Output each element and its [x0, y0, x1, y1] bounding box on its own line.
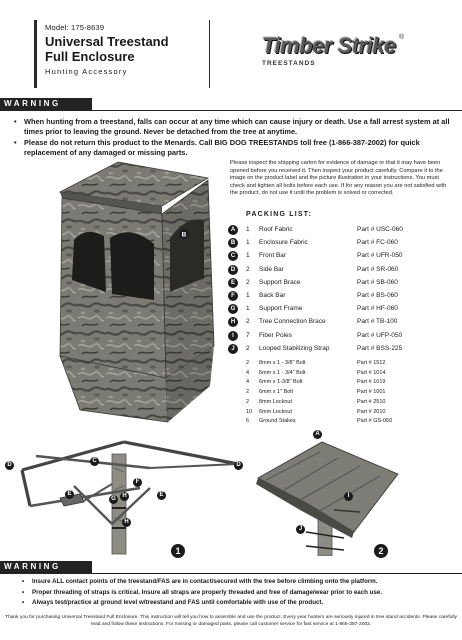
part-row	[228, 316, 458, 328]
part-qty: 1	[246, 292, 250, 299]
part-number: Part # HF-060	[357, 305, 398, 313]
hardware-part-number: Part # 2010	[357, 408, 386, 415]
part-letter-badge: G	[228, 304, 238, 314]
part-name: Support Frame	[259, 305, 303, 313]
diagram-callout: 1	[171, 544, 185, 558]
part-letter-badge: C	[228, 251, 238, 261]
part-number: Part # FC-060	[357, 239, 398, 247]
inspection-note: Please inspect the shipping carton for evidence of damage or that it may have been opened before you received it. Then inspect your product carefully. Compare it to the image on the product label and the picture illustration in your instructions. You must check and tighten all bolts before each use. If for any reason you are not satisfied with the product, do not use it until the problem is solved or corrected.	[230, 160, 447, 196]
part-number: Part # USC-060	[357, 226, 403, 233]
diagram-callout: 2	[374, 544, 388, 558]
part-name: Front Bar	[259, 252, 287, 260]
part-name: Roof Fabric	[259, 226, 293, 233]
brand-logo	[262, 33, 405, 67]
part-letter-badge: A	[228, 225, 238, 235]
part-row	[228, 264, 458, 276]
hardware-qty: 10	[246, 408, 253, 415]
part-number: Part # SR-060	[357, 265, 399, 273]
part-number: Part # BS-060	[357, 292, 398, 299]
hardware-row	[246, 407, 456, 417]
part-name: Fiber Poles	[259, 331, 292, 339]
part-letter-badge: I	[228, 331, 238, 341]
hardware-qty: 2	[246, 389, 250, 396]
part-qty: 1	[246, 252, 250, 260]
hardware-part-number: Part # 1019	[357, 379, 386, 386]
packing-list-title: PACKING LIST:	[246, 211, 313, 218]
hardware-part-number: Part # 1512	[357, 360, 386, 366]
warning-divider-top	[0, 110, 462, 111]
part-qty: 7	[246, 331, 250, 339]
part-letter-badge: B	[228, 238, 238, 248]
hardware-qty: 2	[246, 398, 250, 405]
hardware-qty: 4	[246, 379, 250, 386]
part-name: Tree Connection Brace	[259, 318, 326, 326]
part-qty: 1	[246, 305, 250, 313]
part-row	[228, 277, 458, 289]
hardware-name: 6mm x 1-3/8" Bolt	[259, 379, 303, 386]
hardware-row	[246, 416, 456, 426]
part-letter-badge: H	[228, 317, 238, 327]
part-qty: 1	[246, 226, 250, 233]
diagram-callout: H	[120, 492, 129, 501]
part-qty: 2	[246, 344, 250, 352]
hardware-name: 6mm x 1" Bolt	[259, 389, 294, 396]
title-box	[34, 20, 210, 88]
diagram-callout: E	[157, 491, 166, 500]
part-row	[228, 224, 458, 236]
hardware-qty: 4	[246, 369, 250, 376]
hardware-row	[246, 368, 456, 378]
part-number: Part # UFR-050	[357, 252, 403, 260]
part-letter-badge: F	[228, 291, 238, 301]
title-line-1: Universal Treestand	[45, 34, 169, 49]
diagram-callout: H	[122, 518, 131, 527]
diagram-callout: E	[65, 490, 74, 499]
warning-heading-bottom: WARNING	[0, 561, 92, 573]
brand-tagline: TREESTANDS	[262, 60, 316, 67]
brand-name: Timber Strike	[262, 33, 396, 58]
part-qty: 2	[246, 265, 250, 273]
hardware-row	[246, 387, 456, 397]
part-number: Part # TB-100	[357, 318, 398, 326]
hardware-part-number: Part # GS-060	[357, 418, 393, 425]
part-row	[228, 250, 458, 262]
diagram-callout: J	[296, 525, 305, 534]
hardware-qty: 2	[246, 360, 250, 366]
part-number: Part # SB-060	[357, 278, 398, 286]
diagram-callout: D	[234, 461, 243, 470]
hardware-name: 8mm x 1 - 3/8" Bolt	[259, 360, 306, 366]
warning-heading-top: WARNING	[0, 98, 92, 110]
title-line-2: Full Enclosure	[45, 49, 135, 64]
part-name: Enclosure Fabric	[259, 239, 308, 247]
part-name: Side Bar	[259, 265, 284, 273]
diagram-callout: G	[109, 495, 118, 504]
part-row	[228, 330, 458, 342]
part-letter-badge: J	[228, 344, 238, 354]
warning-item: • Proper threading of straps is critical. Insure all straps are properly threaded and free of damage/wear prior to each use.	[22, 589, 452, 598]
page-title	[45, 34, 201, 64]
part-row	[228, 237, 458, 249]
hardware-row	[246, 397, 456, 407]
hardware-name: 6mm Locknut	[259, 408, 293, 415]
part-name: Looped Stabilizing Strap	[259, 344, 330, 352]
hardware-row	[246, 377, 456, 387]
diagram-callout: F	[133, 478, 142, 487]
part-row	[228, 290, 458, 302]
hardware-qty: 6	[246, 418, 250, 425]
warning-list-bottom	[22, 578, 452, 610]
part-number: Part # BSS-225	[357, 344, 403, 352]
model-number: Model: 175-8639	[45, 23, 105, 32]
hardware-row	[246, 358, 456, 368]
warning-item: • Please do not return this product to the Menards. Call BIG DOG TREESTANDS toll free (1-866-387-2002) for quick replacement of any damaged or missing parts.	[14, 138, 454, 157]
page-subtitle: Hunting Accessory	[45, 67, 128, 76]
hardware-part-number: Part # 1014	[357, 369, 386, 376]
warning-list-top	[14, 117, 454, 159]
part-qty: 2	[246, 278, 250, 286]
warning-divider-bottom	[0, 573, 462, 574]
part-name: Back Bar	[259, 292, 286, 299]
warning-item: • Always test/practice at ground level w/treestand and FAS until comfortable with use of the product.	[22, 599, 452, 608]
part-letter-badge: E	[228, 278, 238, 288]
diagram-callout: A	[313, 430, 322, 439]
hardware-part-number: Part # 2510	[357, 398, 386, 405]
hardware-name: 6mm x 1 - 3/4" Bolt	[259, 369, 306, 376]
diagram-callout: I	[344, 492, 353, 501]
diagram-callout: D	[5, 461, 14, 470]
hardware-name: 8mm Locknut	[259, 398, 293, 405]
enclosure-photo	[20, 160, 220, 425]
part-name: Support Brace	[259, 278, 301, 286]
part-number: Part # UFP-050	[357, 331, 403, 339]
part-qty: 1	[246, 239, 250, 247]
warning-item: • Insure ALL contact points of the treestand/FAS are in contact/secured with the tree before climbing onto the platform.	[22, 578, 452, 587]
diagram-step-2-frame	[256, 442, 398, 556]
warning-item: • When hunting from a treestand, falls can occur at any time which can cause injury or death. Use a fall arrest system at all times prior to leaving the ground. Never be detached from the tree at anytime.	[14, 117, 454, 136]
hardware-part-number: Part # 1001	[357, 389, 386, 396]
hardware-name: Ground Stakes	[259, 418, 296, 425]
part-row	[228, 343, 458, 355]
part-letter-badge: D	[228, 265, 238, 275]
part-qty: 2	[246, 318, 250, 326]
part-row	[228, 303, 458, 315]
registered-mark: ®	[399, 34, 405, 41]
footer-note: Thank you for purchasing Universal Treestand Full Enclosure. This instruction will tell you how to assemble and use the product. Every year hunters are seriously injured in tree stand accidents. Please carefully read and follow these instructions. For missing or damaged parts, please call customer service for fast service at 1-866-387-2002.	[5, 615, 457, 627]
diagram-callout: C	[90, 457, 99, 466]
diagram-step-1-frame	[22, 442, 238, 554]
photo-callout-label: B	[181, 231, 187, 239]
